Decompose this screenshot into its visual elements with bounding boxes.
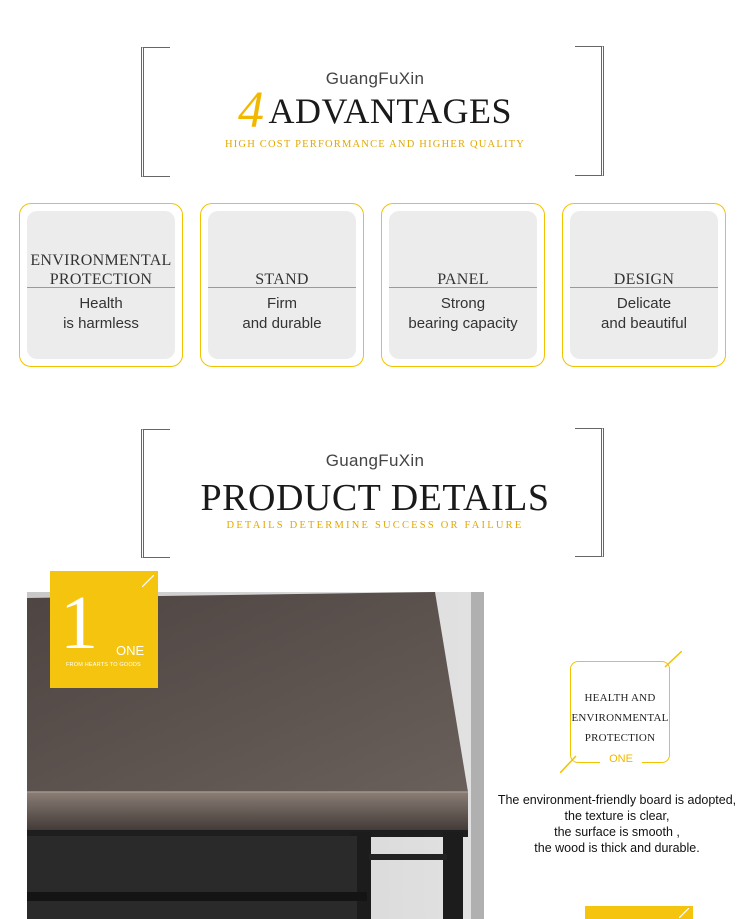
- card-title-line: DESIGN: [613, 271, 675, 288]
- detail-number-badge: [50, 571, 158, 688]
- feature-title-line1: HEALTH AND: [584, 692, 656, 704]
- card-divider: [389, 287, 537, 288]
- advantage-card-panel: [381, 203, 545, 367]
- card-text-line1: Strong: [440, 295, 486, 312]
- next-badge-partial: [585, 906, 693, 919]
- card-title: [27, 239, 175, 289]
- feature-description-line1: The environment-friendly board is adopted,: [497, 793, 737, 807]
- corner-slash-icon: [142, 575, 154, 587]
- card-divider: [570, 287, 718, 288]
- advantages-heading-text: ADVANTAGES: [268, 91, 512, 131]
- card-text-line2: bearing capacity: [408, 315, 518, 332]
- card-text-line1: Delicate: [616, 295, 672, 312]
- advantage-card-design: [562, 203, 726, 367]
- corner-slash-icon: [679, 908, 689, 918]
- badge-tagline: FROM HEARTS TO GOODS: [66, 662, 141, 668]
- card-title-line1: ENVIRONMENTAL: [30, 252, 172, 269]
- feature-description-line3: the surface is smooth ,: [554, 825, 680, 839]
- card-panel: [27, 211, 175, 359]
- card-divider: [27, 287, 175, 288]
- card-divider: [208, 287, 356, 288]
- advantages-tagline: HIGH COST PERFORMANCE AND HIGHER QUALITY: [224, 139, 526, 150]
- card-panel: [389, 211, 537, 359]
- card-text-line1: Health: [79, 295, 123, 312]
- card-title-line: PANEL: [437, 271, 489, 288]
- card-text-line2: and durable: [242, 315, 322, 332]
- feature-title-line2: ENVIRONMENTAL: [571, 712, 669, 724]
- badge-number: 1: [60, 581, 98, 665]
- card-title-line2: PROTECTION: [49, 271, 153, 288]
- card-panel: [570, 211, 718, 359]
- advantage-card-environmental: [19, 203, 183, 367]
- badge-word: ONE: [116, 643, 145, 658]
- card-panel: [208, 211, 356, 359]
- brand-name: GuangFuXin: [325, 69, 425, 88]
- card-title: [389, 239, 537, 289]
- feature-description-line4: the wood is thick and durable.: [534, 841, 700, 855]
- feature-title-line3: PROTECTION: [584, 732, 656, 744]
- feature-description-line2: the texture is clear,: [564, 809, 670, 823]
- details-heading: PRODUCT DETAILS: [200, 477, 550, 519]
- feature-title: [560, 688, 680, 748]
- feature-label: ONE: [600, 753, 642, 765]
- advantage-card-stand: [200, 203, 364, 367]
- card-title-line: STAND: [255, 271, 309, 288]
- details-tagline: DETAILS DETERMINE SUCCESS OR FAILURE: [226, 520, 524, 531]
- card-title: [570, 239, 718, 289]
- advantages-number: 4: [238, 82, 265, 139]
- card-text-line2: and beautiful: [601, 315, 687, 332]
- brand-name: GuangFuXin: [325, 451, 425, 470]
- advantages-heading: [0, 82, 750, 139]
- card-text-line1: Firm: [267, 295, 297, 312]
- card-title: [208, 239, 356, 289]
- card-text-line2: is harmless: [63, 315, 139, 332]
